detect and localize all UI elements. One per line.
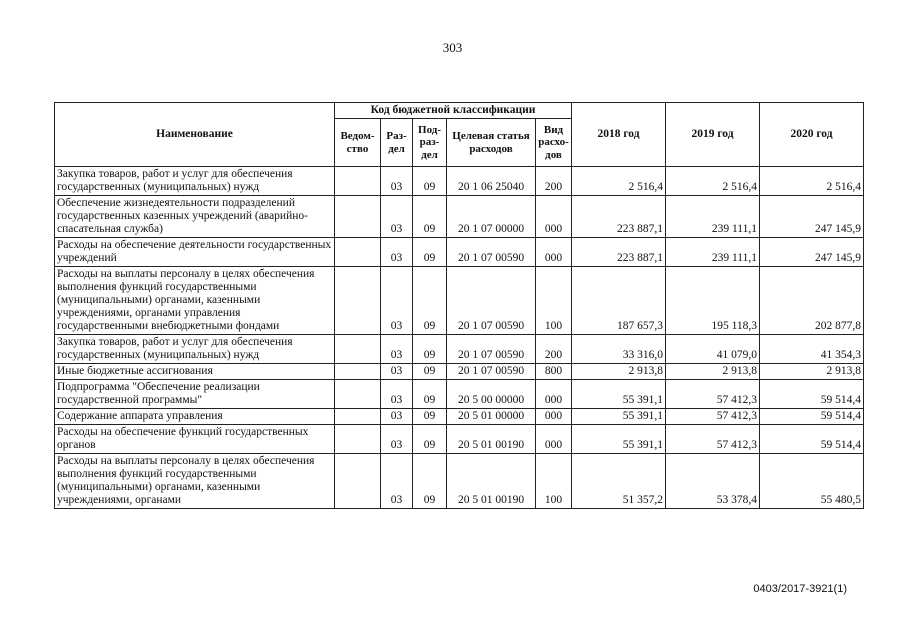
row-vedomstvo xyxy=(335,380,381,409)
row-2018: 2 516,4 xyxy=(572,167,666,196)
row-2019: 53 378,4 xyxy=(666,454,760,509)
row-tselevaya: 20 1 07 00590 xyxy=(447,335,536,364)
row-vid: 100 xyxy=(536,267,572,335)
row-vid: 200 xyxy=(536,335,572,364)
row-2018: 2 913,8 xyxy=(572,364,666,380)
table-row xyxy=(55,335,864,364)
row-name: Расходы на выплаты персоналу в целях обеспечения выполнения функций государственными (муниципальными) органами, казенными учреждениями, органами xyxy=(55,454,335,509)
row-2018: 55 391,1 xyxy=(572,409,666,425)
row-podrazdel: 09 xyxy=(413,380,447,409)
row-tselevaya: 20 5 01 00000 xyxy=(447,409,536,425)
row-vid: 000 xyxy=(536,238,572,267)
row-podrazdel: 09 xyxy=(413,364,447,380)
row-2018: 223 887,1 xyxy=(572,196,666,238)
row-2018: 187 657,3 xyxy=(572,267,666,335)
row-vid: 000 xyxy=(536,196,572,238)
row-vedomstvo xyxy=(335,167,381,196)
row-2020: 59 514,4 xyxy=(760,425,864,454)
row-podrazdel: 09 xyxy=(413,425,447,454)
row-vid: 000 xyxy=(536,409,572,425)
row-2019: 195 118,3 xyxy=(666,267,760,335)
row-2020: 59 514,4 xyxy=(760,409,864,425)
row-name: Содержание аппарата управления xyxy=(55,409,335,425)
row-tselevaya: 20 5 01 00190 xyxy=(447,454,536,509)
row-name: Расходы на обеспечение деятельности государственных учреждений xyxy=(55,238,335,267)
row-podrazdel: 09 xyxy=(413,267,447,335)
row-razdel: 03 xyxy=(381,380,413,409)
row-name: Обеспечение жизнедеятельности подразделений государственных казенных учреждений (аварийно-спасательная служба) xyxy=(55,196,335,238)
row-vedomstvo xyxy=(335,335,381,364)
row-vid: 000 xyxy=(536,425,572,454)
row-2019: 57 412,3 xyxy=(666,409,760,425)
row-2020: 55 480,5 xyxy=(760,454,864,509)
table-row xyxy=(55,409,864,425)
table-row xyxy=(55,196,864,238)
row-vedomstvo xyxy=(335,364,381,380)
row-tselevaya: 20 1 07 00590 xyxy=(447,364,536,380)
table-row xyxy=(55,364,864,380)
row-vid: 200 xyxy=(536,167,572,196)
row-2019: 57 412,3 xyxy=(666,380,760,409)
table-row xyxy=(55,425,864,454)
row-2020: 41 354,3 xyxy=(760,335,864,364)
row-name: Закупка товаров, работ и услуг для обеспечения государственных (муниципальных) нужд xyxy=(55,167,335,196)
row-vedomstvo xyxy=(335,425,381,454)
row-2019: 57 412,3 xyxy=(666,425,760,454)
row-vedomstvo xyxy=(335,454,381,509)
header-vedomstvo: Ведом-ство xyxy=(335,119,381,167)
row-2020: 59 514,4 xyxy=(760,380,864,409)
row-razdel: 03 xyxy=(381,267,413,335)
row-name: Расходы на обеспечение функций государственных органов xyxy=(55,425,335,454)
row-2018: 33 316,0 xyxy=(572,335,666,364)
header-podrazdel: Под-раз-дел xyxy=(413,119,447,167)
row-tselevaya: 20 1 06 25040 xyxy=(447,167,536,196)
row-2018: 55 391,1 xyxy=(572,425,666,454)
row-vedomstvo xyxy=(335,267,381,335)
row-vid: 800 xyxy=(536,364,572,380)
row-name: Закупка товаров, работ и услуг для обеспечения государственных (муниципальных) нужд xyxy=(55,335,335,364)
row-vedomstvo xyxy=(335,196,381,238)
row-2020: 247 145,9 xyxy=(760,238,864,267)
row-2019: 2 516,4 xyxy=(666,167,760,196)
row-razdel: 03 xyxy=(381,167,413,196)
table-row xyxy=(55,454,864,509)
row-razdel: 03 xyxy=(381,196,413,238)
row-vid: 000 xyxy=(536,380,572,409)
header-2020: 2020 год xyxy=(760,103,864,167)
row-podrazdel: 09 xyxy=(413,167,447,196)
header-2018: 2018 год xyxy=(572,103,666,167)
table-row xyxy=(55,167,864,196)
row-2019: 239 111,1 xyxy=(666,238,760,267)
row-2019: 239 111,1 xyxy=(666,196,760,238)
row-vid: 100 xyxy=(536,454,572,509)
page-number: 303 xyxy=(442,40,463,55)
row-podrazdel: 09 xyxy=(413,454,447,509)
row-razdel: 03 xyxy=(381,238,413,267)
table-row xyxy=(55,267,864,335)
row-razdel: 03 xyxy=(381,335,413,364)
row-2020: 2 516,4 xyxy=(760,167,864,196)
row-razdel: 03 xyxy=(381,454,413,509)
row-podrazdel: 09 xyxy=(413,238,447,267)
row-podrazdel: 09 xyxy=(413,196,447,238)
row-name: Иные бюджетные ассигнования xyxy=(55,364,335,380)
header-vid: Вид расхо-дов xyxy=(536,119,572,167)
table-row xyxy=(55,380,864,409)
row-tselevaya: 20 1 07 00590 xyxy=(447,267,536,335)
row-tselevaya: 20 5 01 00190 xyxy=(447,425,536,454)
row-tselevaya: 20 5 00 00000 xyxy=(447,380,536,409)
row-podrazdel: 09 xyxy=(413,409,447,425)
row-2019: 41 079,0 xyxy=(666,335,760,364)
row-name: Расходы на выплаты персоналу в целях обеспечения выполнения функций государственными (муниципальными) органами, казенными учреждениями, органами управления государственными внебюджетными фондами xyxy=(55,267,335,335)
row-razdel: 03 xyxy=(381,364,413,380)
row-podrazdel: 09 xyxy=(413,335,447,364)
header-razdel: Раз-дел xyxy=(381,119,413,167)
row-2020: 2 913,8 xyxy=(760,364,864,380)
row-razdel: 03 xyxy=(381,409,413,425)
row-tselevaya: 20 1 07 00000 xyxy=(447,196,536,238)
header-code-group: Код бюджетной классификации xyxy=(335,103,572,119)
header-2019: 2019 год xyxy=(666,103,760,167)
table-row xyxy=(55,238,864,267)
row-2020: 202 877,8 xyxy=(760,267,864,335)
budget-table xyxy=(54,102,864,509)
row-2019: 2 913,8 xyxy=(666,364,760,380)
row-vedomstvo xyxy=(335,409,381,425)
header-name: Наименование xyxy=(55,103,335,167)
row-2018: 55 391,1 xyxy=(572,380,666,409)
row-razdel: 03 xyxy=(381,425,413,454)
row-tselevaya: 20 1 07 00590 xyxy=(447,238,536,267)
row-2020: 247 145,9 xyxy=(760,196,864,238)
row-2018: 223 887,1 xyxy=(572,238,666,267)
row-2018: 51 357,2 xyxy=(572,454,666,509)
header-tselevaya: Целевая статья расходов xyxy=(447,119,536,167)
row-name: Подпрограмма "Обеспечение реализации государственной программы" xyxy=(55,380,335,409)
document-code: 0403/2017-3921(1) xyxy=(753,583,847,595)
row-vedomstvo xyxy=(335,238,381,267)
